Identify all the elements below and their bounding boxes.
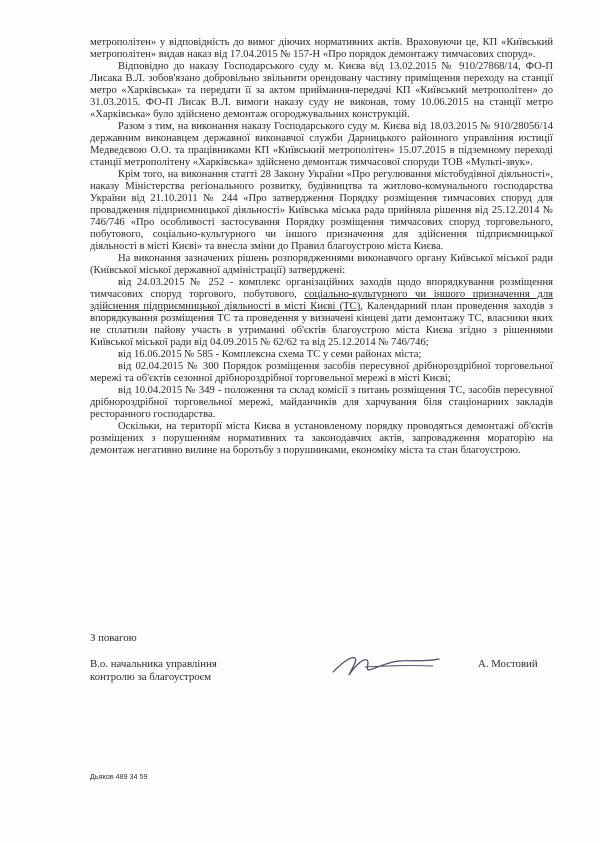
order-item-252-after: , Календарний план проведення заходів з впорядкування розміщення ТС та проведення у визначені кінцеві дати демонтажу ТС, власники яких не сплатили пайову участь в утриманні об'єктів благоустрою міста Києва згідно з рішеннями Київської міської ради від 04.09.2015 № 62/62 та від 25.12.2014 № 746/746; bbox=[90, 301, 553, 348]
letter-body bbox=[90, 37, 553, 457]
order-item-300: від 02.04.2015 № 300 Порядок розміщення засобів пересувної дрібнороздрібної торговельної мережі та об'єктів сезонної дрібнороздрібної торговельної мережі в місті Києві; bbox=[90, 361, 553, 384]
paragraph-multi-zvuk: Разом з тим, на виконання наказу Господарського суду м. Києва від 18.03.2015 № 910/28056/14 державним виконавцем державної виконавчої служби Дарницького районного управління юстиції Медведєвою О.О. та працівниками КП «Київський метрополітен» 15.07.2015 в підземному переході станції метрополітену «Харківська» здійснено демонтаж тимчасової споруди ТОВ «Мульті-звук». bbox=[90, 121, 553, 168]
paragraph-continuation: метрополітен» у відповідність до вимог діючих нормативних актів. Враховуючи це, КП «Київський метрополітен» видав наказ від 17.04.2015 № 157-Н «Про порядок демонтажу тимчасових споруд». bbox=[90, 37, 553, 60]
paragraph-law-article-28: Крім того, на виконання статті 28 Закону України «Про регулювання містобудівної діяльності», наказу Міністерства регіонального розвитку, будівництва та житлово-комунального господарства України від 21.10.2011 № 244 «Про затвердження Порядку розміщення тимчасових споруд для провадження підприємницької діяльності» Київська міська рада прийняла рішення від 25.12.2014 № 746/746 «Про особливості застосування Порядку розміщення тимчасових споруд торговельного, побутового, соціально-культурного чи іншого призначення для здійснення підприємницької діяльності в місті Києві» та внесла зміни до Правил благоустрою міста Києва. bbox=[90, 169, 553, 252]
order-item-252-before: від 24.03.2015 № 252 - комплекс організаційних заходів щодо впорядкування розміщення тимчасових споруд торгового, побутового, bbox=[90, 277, 553, 300]
paragraph-court-order-lysak: Відповідно до наказу Господарського суду м. Києва від 13.02.2015 № 910/27868/14, ФО-П Лисака В.Л. зобов'язано добровільно звільнити орендовану частину приміщення переходу на станції метро «Харківська» та передати її за актом приймання-передачі КП «Київський метрополітен» до 31.03.2015. ФО-П Лисак В.Л. вимоги наказу суду не виконав, тому 10.06.2015 на станції метро «Харківська» було здійснено демонтаж огороджувальних конструкцій. bbox=[90, 61, 553, 120]
closing-salutation: З повагою bbox=[90, 632, 137, 644]
executor-footer: Дьяков 489 34 59 bbox=[90, 772, 148, 781]
signatory-name: А. Мостовий bbox=[478, 658, 538, 670]
signatory-position bbox=[90, 658, 217, 684]
order-item-349: від 10.04.2015 № 349 - положення та склад комісії з питань розміщення ТС, засобів пересувної дрібнороздрібної торговельної мережі, майданчиків для харчування біля стаціонарних закладів ресторанного господарства. bbox=[90, 385, 553, 420]
order-item-252 bbox=[90, 277, 553, 349]
signatory-position-line2: контролю за благоустроєм bbox=[90, 671, 212, 683]
signatory-position-line1: В.о. начальника управління bbox=[90, 658, 217, 670]
paragraph-approved-orders-intro: На виконання зазначених рішень розпорядженнями виконавчого органу Київської міської ради (Київської міської державної адміністрації) затверджені: bbox=[90, 253, 553, 276]
order-item-252-underlined: соціально-культурного чи іншого призначення для здійснення підприємницької діяльності в місті Києві (ТС) bbox=[90, 289, 553, 312]
order-item-585: від 16.06.2015 № 585 - Комплексна схема ТС у семи районах міста; bbox=[118, 349, 422, 360]
handwritten-signature bbox=[325, 648, 445, 684]
paragraph-conclusion: Оскільки, на території міста Києва в установленому порядку проводяться демонтажі об'єктів розміщених з порушенням нормативних та законодавчих актів, запровадження мораторію на демонтаж негативно вилине на боротьбу з порушниками, економіку міста та стан благоустрою. bbox=[90, 421, 553, 456]
